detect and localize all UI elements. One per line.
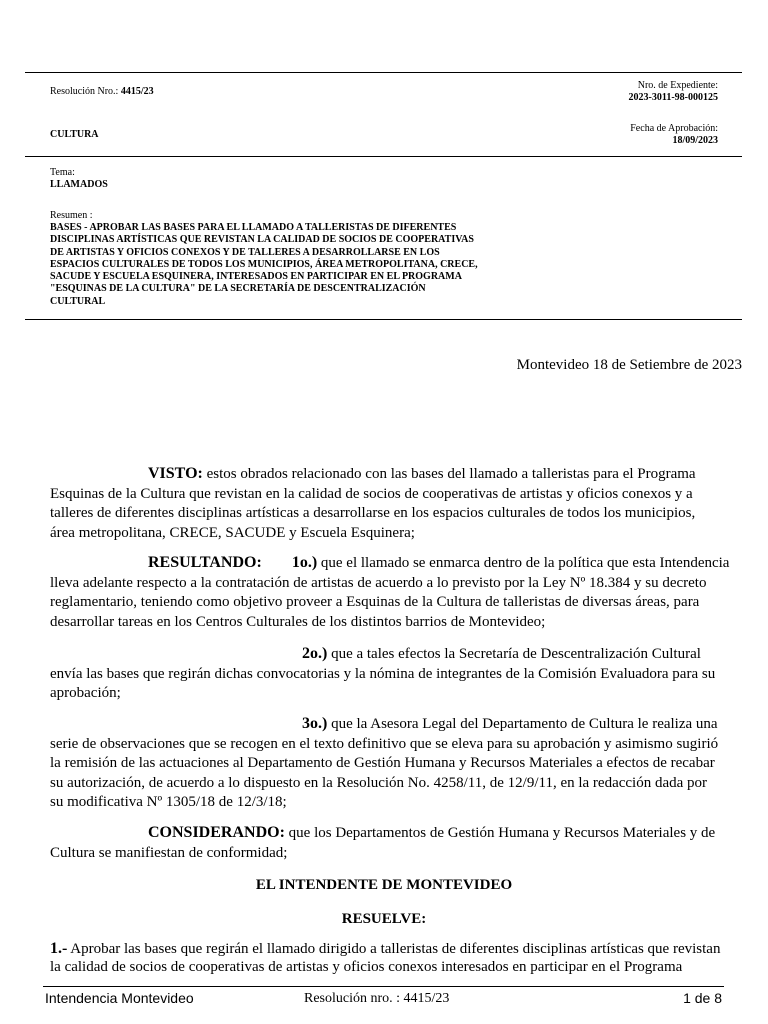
footer-organization: Intendencia Montevideo [45, 990, 194, 1006]
resultando-1-paragraph [50, 553, 745, 632]
considerando-paragraph [50, 823, 745, 863]
area-name: CULTURA [50, 129, 99, 140]
resultando-2-paragraph [50, 644, 745, 704]
footer-page-number: 1 de 8 [683, 990, 722, 1006]
resultando-3-line: serie de observaciones que se recogen en el texto definitivo que se eleva para su aprobación y asimismo sugirió [50, 735, 719, 752]
resultando-2-line: aprobación; [50, 685, 121, 701]
visto-line: talleres de diferentes disciplinas artísticas a desarrollarse en los espacios culturales de todos los municipios, [50, 505, 696, 521]
item-1-first-line: Aprobar las bases que regirán el llamado dirigido a talleristas de diferentes disciplinas artísticas que revistan [67, 941, 721, 957]
resumen-line: ESPACIOS CULTURALES DE TODOS LOS MUNICIPIOS, ÁREA METROPOLITANA, CRECE, [50, 258, 478, 270]
tema-value: LLAMADOS [50, 179, 108, 190]
visto-paragraph [50, 464, 745, 543]
resumen-line: BASES - APROBAR LAS BASES PARA EL LLAMADO A TALLERISTAS DE DIFERENTES [50, 222, 457, 233]
fecha-value: 18/09/2023 [672, 135, 718, 146]
resultando-3-first-line: que la Asesora Legal del Departamento de Cultura le realiza una [327, 716, 718, 732]
fecha-block [630, 123, 718, 147]
expediente-label: Nro. de Expediente: [637, 80, 718, 91]
visto-first-line: estos obrados relacionado con las bases del llamado a talleristas para el Programa [202, 466, 696, 482]
resuelve-heading: RESUELVE: [341, 911, 427, 927]
expediente-number: 2023-3011-98-000125 [628, 92, 718, 103]
resultando-2-first-line: que a tales efectos la Secretaría de Descentralización Cultural [327, 646, 701, 662]
header-divider [25, 156, 742, 157]
resultando-2-line: envía las bases que regirán dichas convocatorias y la nómina de integrantes de la Comisión Evaluadora para su [50, 665, 716, 682]
item-1-line: la calidad de socios de cooperativas de artistas y oficios conexos interesados en participar en el Programa [50, 959, 683, 975]
resumen-line: CULTURAL [50, 295, 106, 307]
item-1-number: 1.- [50, 940, 68, 957]
resolucion-line [50, 86, 154, 98]
fecha-label: Fecha de Aprobación: [630, 123, 718, 134]
footer-resolution-number: Resolución nro. : 4415/23 [304, 991, 450, 1006]
resolution-item-1 [50, 940, 745, 976]
resumen-line: DE ARTISTAS Y OFICIOS CONEXOS Y DE TALLERES A DESARROLLARSE EN LOS [50, 246, 440, 258]
resumen-text [50, 222, 570, 308]
resultando-1-number: 1o.) [291, 554, 318, 571]
resumen-line: "ESQUINAS DE LA CULTURA" DE LA SECRETARÍA DE DESCENTRALIZACIÓN [50, 283, 426, 295]
resumen-line: SACUDE Y ESCUELA ESQUINERA, INTERESADOS EN PARTICIPAR EN EL PROGRAMA [50, 271, 462, 283]
expediente-block [629, 80, 718, 104]
resultando-3-line: su modificativa Nº 1305/18 de 12/3/18; [50, 794, 287, 810]
tema-block [50, 167, 108, 191]
intendente-heading: EL INTENDENTE DE MONTEVIDEO [255, 877, 513, 893]
resultando-label: RESULTANDO: [148, 554, 262, 571]
top-rule [25, 72, 742, 73]
resultando-3-paragraph [50, 714, 745, 813]
considerando-first-line: que los Departamentos de Gestión Humana y Recursos Materiales y de [284, 825, 716, 841]
summary-divider [25, 319, 742, 320]
visto-line: área metropolitana, CRECE, SACUDE y Escuela Esquinera; [50, 524, 415, 541]
footer-rule [43, 986, 724, 987]
resolucion-number: 4415/23 [120, 86, 154, 97]
resultando-2-number: 2o.) [302, 645, 328, 662]
resultando-1-first-line: que el llamado se enmarca dentro de la política que esta Intendencia [317, 555, 730, 571]
resultando-3-number: 3o.) [302, 715, 328, 732]
considerando-line: Cultura se manifiestan de conformidad; [50, 844, 288, 861]
visto-label: VISTO: [148, 465, 203, 482]
resolucion-label: Resolución Nro.: [50, 86, 119, 97]
tema-label: Tema: [50, 167, 75, 178]
considerando-label: CONSIDERANDO: [148, 824, 285, 841]
resumen-label: Resumen : [50, 210, 93, 221]
resultando-1-line: reglamentario, teniendo como objetivo proveer a Esquinas de la Cultura de talleristas de diversas áreas, para [50, 594, 700, 610]
resultando-1-line: lleva adelante respecto a la contratación de artistas de acuerdo a lo previsto por la Ley Nº 18.384 y su decreto [50, 574, 707, 591]
visto-line: Esquinas de la Cultura que revistan en la calidad de socios de cooperativas de artistas y oficios conexos y a [50, 485, 693, 502]
date-line: Montevideo 18 de Setiembre de 2023 [516, 357, 742, 373]
resultando-1-line: desarrollar tareas en los Centros Culturales de los distintos barrios de Montevideo; [50, 613, 546, 630]
resumen-line: DISCIPLINAS ARTÍSTICAS QUE REVISTAN LA CALIDAD DE SOCIOS DE COOPERATIVAS [50, 234, 474, 246]
resultando-3-line: su autorización, de acuerdo a lo dispuesto en la Resolución No. 4258/11, de 12/9/11, en la redacción dada por [50, 774, 708, 791]
resultando-3-line: la remisión de las actuaciones al Departamento de Gestión Humana y Recursos Materiales a efectos de recabar [50, 755, 715, 771]
